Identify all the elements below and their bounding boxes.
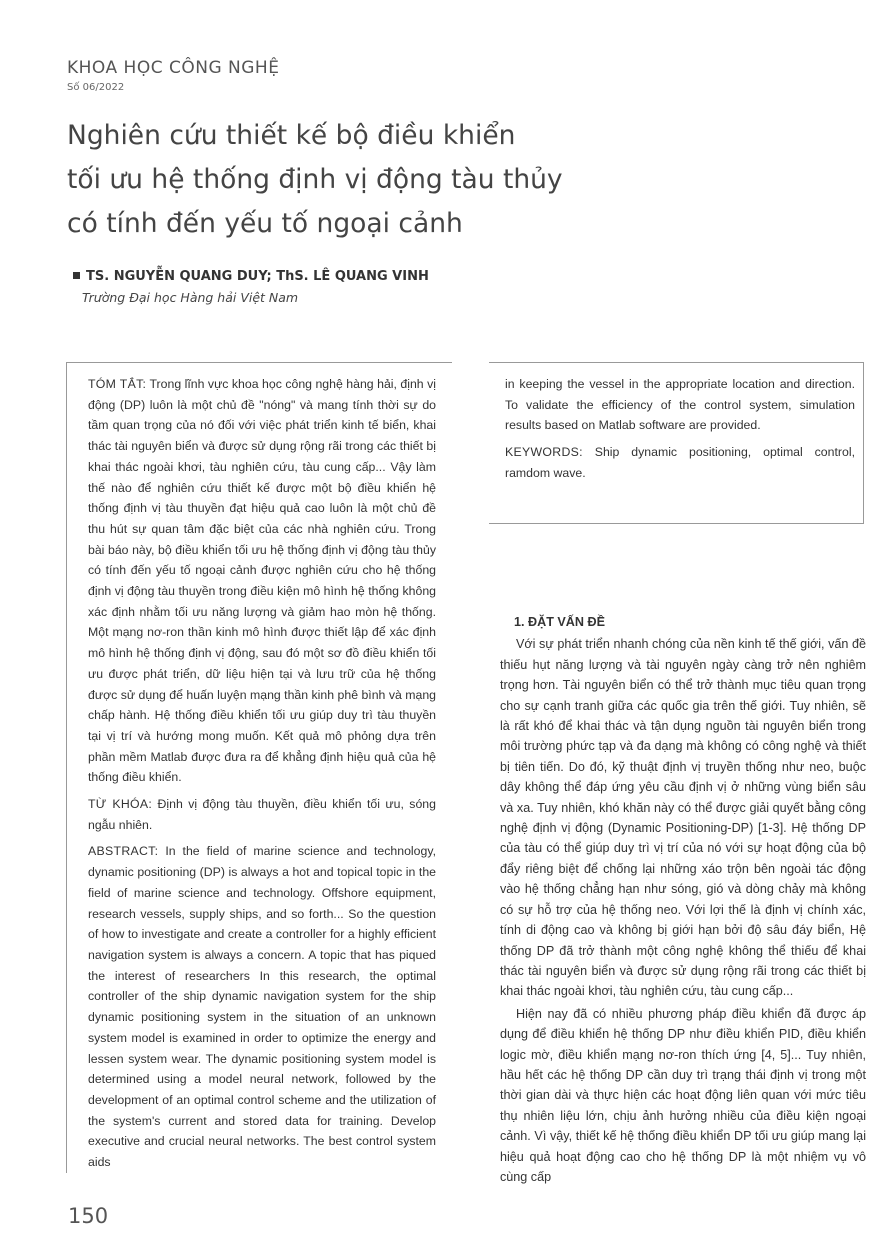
abstract-en-text: In the field of marine science and technology, dynamic positioning (DP) is always a hot and topical topic in the field of marine science and technology. Offshore equipment, research vessels, supply ships, and so forth... So the question of how to investigate and create a controller for a highly efficient navigation system is always a concern. A topic that has piqued the interest of researchers In this research, the optimal controller of the ship dynamic navigation system for the ship dynamic positioning system in the situation of an unknown system model is examined in order to optimize the energy and lessen system wear. The dynamic positioning system model is determined using a model neural network, followed by the development of an optimal control scheme and the utilization of the system's current and stored data for training. Develop executive and crucial neural networks. The best control system aids — [88, 844, 436, 1170]
abstract-en — [88, 841, 436, 1172]
abstract-column — [88, 374, 436, 1179]
keywords-en — [505, 442, 855, 483]
article-title — [67, 114, 627, 246]
abstract-continued-column — [505, 374, 855, 490]
abstract-vi-text: Trong lĩnh vực khoa học công nghệ hàng hải, định vị động (DP) luôn là một chủ đề "nóng" và mang tính thời sự do tầm quan trọng của nó đối với việc phát triển kinh tế biển, khai thác tài nguyên biển và được sử dụng rộng rãi trong các thiết bị khai thác ngoài khơi, tàu nghiên cứu, tàu cung cấp... Vậy làm thế nào để nghiên cứu thiết kế được một bộ điều khiển hệ thống định vị tàu thuyền đạt hiệu quả cao luôn là một chủ đề thu hút sự quan tâm đặc biệt của các nhà nghiên cứu. Trong bài báo này, bộ điều khiển tối ưu hệ thống định vị động tàu thủy có tính đến yếu tố ngoại cảnh được nghiên cứu cho hệ thống định vị động tàu thuyền trong điều kiện mô hình hệ thống không xác định nhằm tối ưu năng lượng và giảm hao mòn hệ thống. Một mạng nơ-ron thần kinh mô hình được thiết lập để xác định mô hình hệ thống định vị động, sau đó một sơ đồ điều khiển tối ưu được phát triển, dữ liệu hiện tại và lưu trữ của hệ thống được sử dụng để huấn luyện mạng thần kinh phê bình và mạng chấp hành. Hệ thống điều khiển tối ưu giúp duy trì tàu thuyền tại vị trí và hướng mong muốn. Kết quả mô phỏng dựa trên phần mềm Matlab được đưa ra để khẳng định hiệu quả của hệ thống điều khiển. — [88, 377, 436, 785]
body-column — [500, 612, 866, 1189]
issue-number: Số 06/2022 — [67, 82, 125, 93]
affiliation: Trường Đại học Hàng hải Việt Nam — [82, 290, 299, 305]
keywords-vi — [88, 794, 436, 835]
keywords-en-text: Ship dynamic positioning, optimal control, ramdom wave. — [505, 445, 855, 480]
body-paragraph: Hiện nay đã có nhiều phương pháp điều khiển đã được áp dụng để điều khiển hệ thống DP như điều khiển PID, điều khiển logic mờ, điều khiển mạng nơ-ron thích ứng [4, 5]... Tuy nhiên, hầu hết các hệ thống DP cần duy trì trạng thái định vị trong một thời gian dài và thực hiện các hoạt động liên quan với mức tiêu thụ nhiên liệu lớn, chịu ảnh hưởng nhiều của điều kiện ngoại cảnh. Vì vậy, thiết kế hệ thống điều khiển DP tối ưu giúp mang lại hiệu quả hoạt động cao cho hệ thống DP là một nhiệm vụ vô cùng cấp — [500, 1006, 866, 1184]
author-names: TS. NGUYỄN QUANG DUY; ThS. LÊ QUANG VINH — [86, 269, 429, 284]
keywords-vi-label: TỪ KHÓA: — [88, 797, 153, 812]
body-paragraph: Với sự phát triển nhanh chóng của nền kinh tế thế giới, vấn đề thiếu hụt năng lượng và tài nguyên ngày càng trở nên nghiêm trọng hơn. Tài nguyên biển có thể trở thành mục tiêu quan trọng cho sự cạnh tranh giữa các quốc gia trên thế giới. Tuy nhiên, sẽ là rất khó để khai thác và tận dụng nguồn tài nguyên biển trong môi trường phức tạp và đa dạng mà không có công nghệ và thiết bị tiên tiến. Do đó, kỹ thuật định vị truyền thống như neo, buộc dây không thể đáp ứng yêu cầu định vị ở những vùng biển sâu và xa. Tuy nhiên, khó khăn này có thể được giải quyết bằng công nghệ định vị động (Dynamic Positioning-DP) [1-3]. Hệ thống DP của tàu có thể giúp duy trì vị trí của nó với sự hoạt động của bộ đẩy riêng biệt để chống lại những xáo trộn bên ngoài tác động vào hệ thống chẳng hạn như sóng, gió và dòng chảy mà không có sự hỗ trợ của hệ thống neo. Với lợi thế là định vị chính xác, tính di động cao và không bị giới hạn bởi độ sâu đáy biển, Hệ thống DP đã trở thành một công nghệ không thể thiếu để khai thác tài nguyên biển và được sử dụng rộng rãi trong các thiết bị khai thác ngoài khơi, tàu nghiên cứu, tàu cung cấp... — [500, 637, 866, 999]
abstract-en-label: ABSTRACT: — [88, 844, 159, 859]
section-heading: 1. ĐẶT VẤN ĐỀ — [514, 615, 605, 629]
abstract-en-continued: in keeping the vessel in the appropriate location and direction. To validate the efficiency of the control system, simulation results based on Matlab software are provided. — [505, 377, 855, 433]
authors — [73, 269, 429, 284]
title-line: tối ưu hệ thống định vị động tàu thủy — [67, 164, 563, 195]
title-line: Nghiên cứu thiết kế bộ điều khiển — [67, 120, 516, 151]
abstract-vi — [88, 374, 436, 788]
journal-title: KHOA HỌC CÔNG NGHỆ — [67, 58, 280, 78]
title-line: có tính đến yếu tố ngoại cảnh — [67, 208, 463, 239]
page-number: 150 — [68, 1204, 109, 1228]
abstract-vi-label: TÓM TẮT: — [88, 377, 147, 391]
keywords-en-label: KEYWORDS: — [505, 445, 583, 460]
bullet-square-icon — [73, 272, 80, 279]
keywords-vi-text: Định vị động tàu thuyền, điều khiển tối ưu, sóng ngẫu nhiên. — [88, 797, 436, 832]
